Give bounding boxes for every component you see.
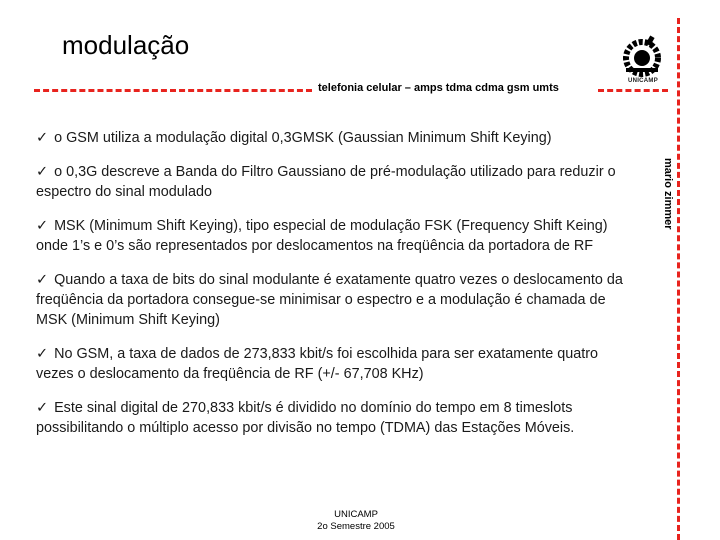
check-icon: ✓ (36, 164, 49, 180)
check-icon: ✓ (36, 218, 49, 234)
bullet-item (36, 128, 636, 148)
logo-text: UNICAMP (627, 78, 659, 84)
footer-semester: 2o Semestre 2005 (317, 521, 395, 532)
author-name: mario zimmer (662, 158, 674, 230)
bullet-text: Quando a taxa de bits do sinal modulante é exatamente quatro vezes o deslocamento da freqüência da portadora consegue-se minimisar o espectro e a modulação é chamada de MSK (Minimum Shift Keying) (36, 272, 623, 328)
slide-subtitle: telefonia celular – amps tdma cdma gsm umts (318, 82, 559, 94)
bullet-item (36, 216, 636, 256)
bullet-item (36, 162, 636, 202)
check-icon: ✓ (36, 130, 49, 146)
bullet-text: o 0,3G descreve a Banda do Filtro Gaussiano de pré-modulação utilizado para reduzir o espectro do sinal modulado (36, 164, 616, 200)
bullet-text: MSK (Minimum Shift Keying), tipo especial de modulação FSK (Frequency Shift Keing) onde 1’s e 0’s são representados por deslocamentos na freqüência da portadora de RF (36, 218, 608, 254)
header-divider-left (34, 89, 312, 92)
bullet-text: o GSM utiliza a modulação digital 0,3GMSK (Gaussian Minimum Shift Keying) (54, 130, 552, 146)
check-icon: ✓ (36, 400, 49, 416)
check-icon: ✓ (36, 272, 49, 288)
slide-title: modulação (62, 30, 190, 60)
unicamp-logo-icon (618, 34, 666, 80)
header-divider-right (598, 89, 668, 92)
footer-institution: UNICAMP (334, 509, 378, 520)
bullet-list (36, 128, 636, 452)
bullet-text: No GSM, a taxa de dados de 273,833 kbit/s foi escolhida para ser exatamente quatro vezes o deslocamento da freqüência de RF (+/- 67,708 KHz) (36, 346, 599, 382)
bullet-item (36, 270, 636, 330)
slide-footer (300, 509, 412, 533)
bullet-item (36, 398, 636, 438)
bullet-text: Este sinal digital de 270,833 kbit/s é dividido no domínio do tempo em 8 timeslots possibilitando o múltiplo acesso por divisão no tempo (TDMA) das Estações Móveis. (36, 400, 575, 436)
bullet-item (36, 344, 636, 384)
check-icon: ✓ (36, 346, 49, 362)
vertical-divider (677, 18, 680, 540)
